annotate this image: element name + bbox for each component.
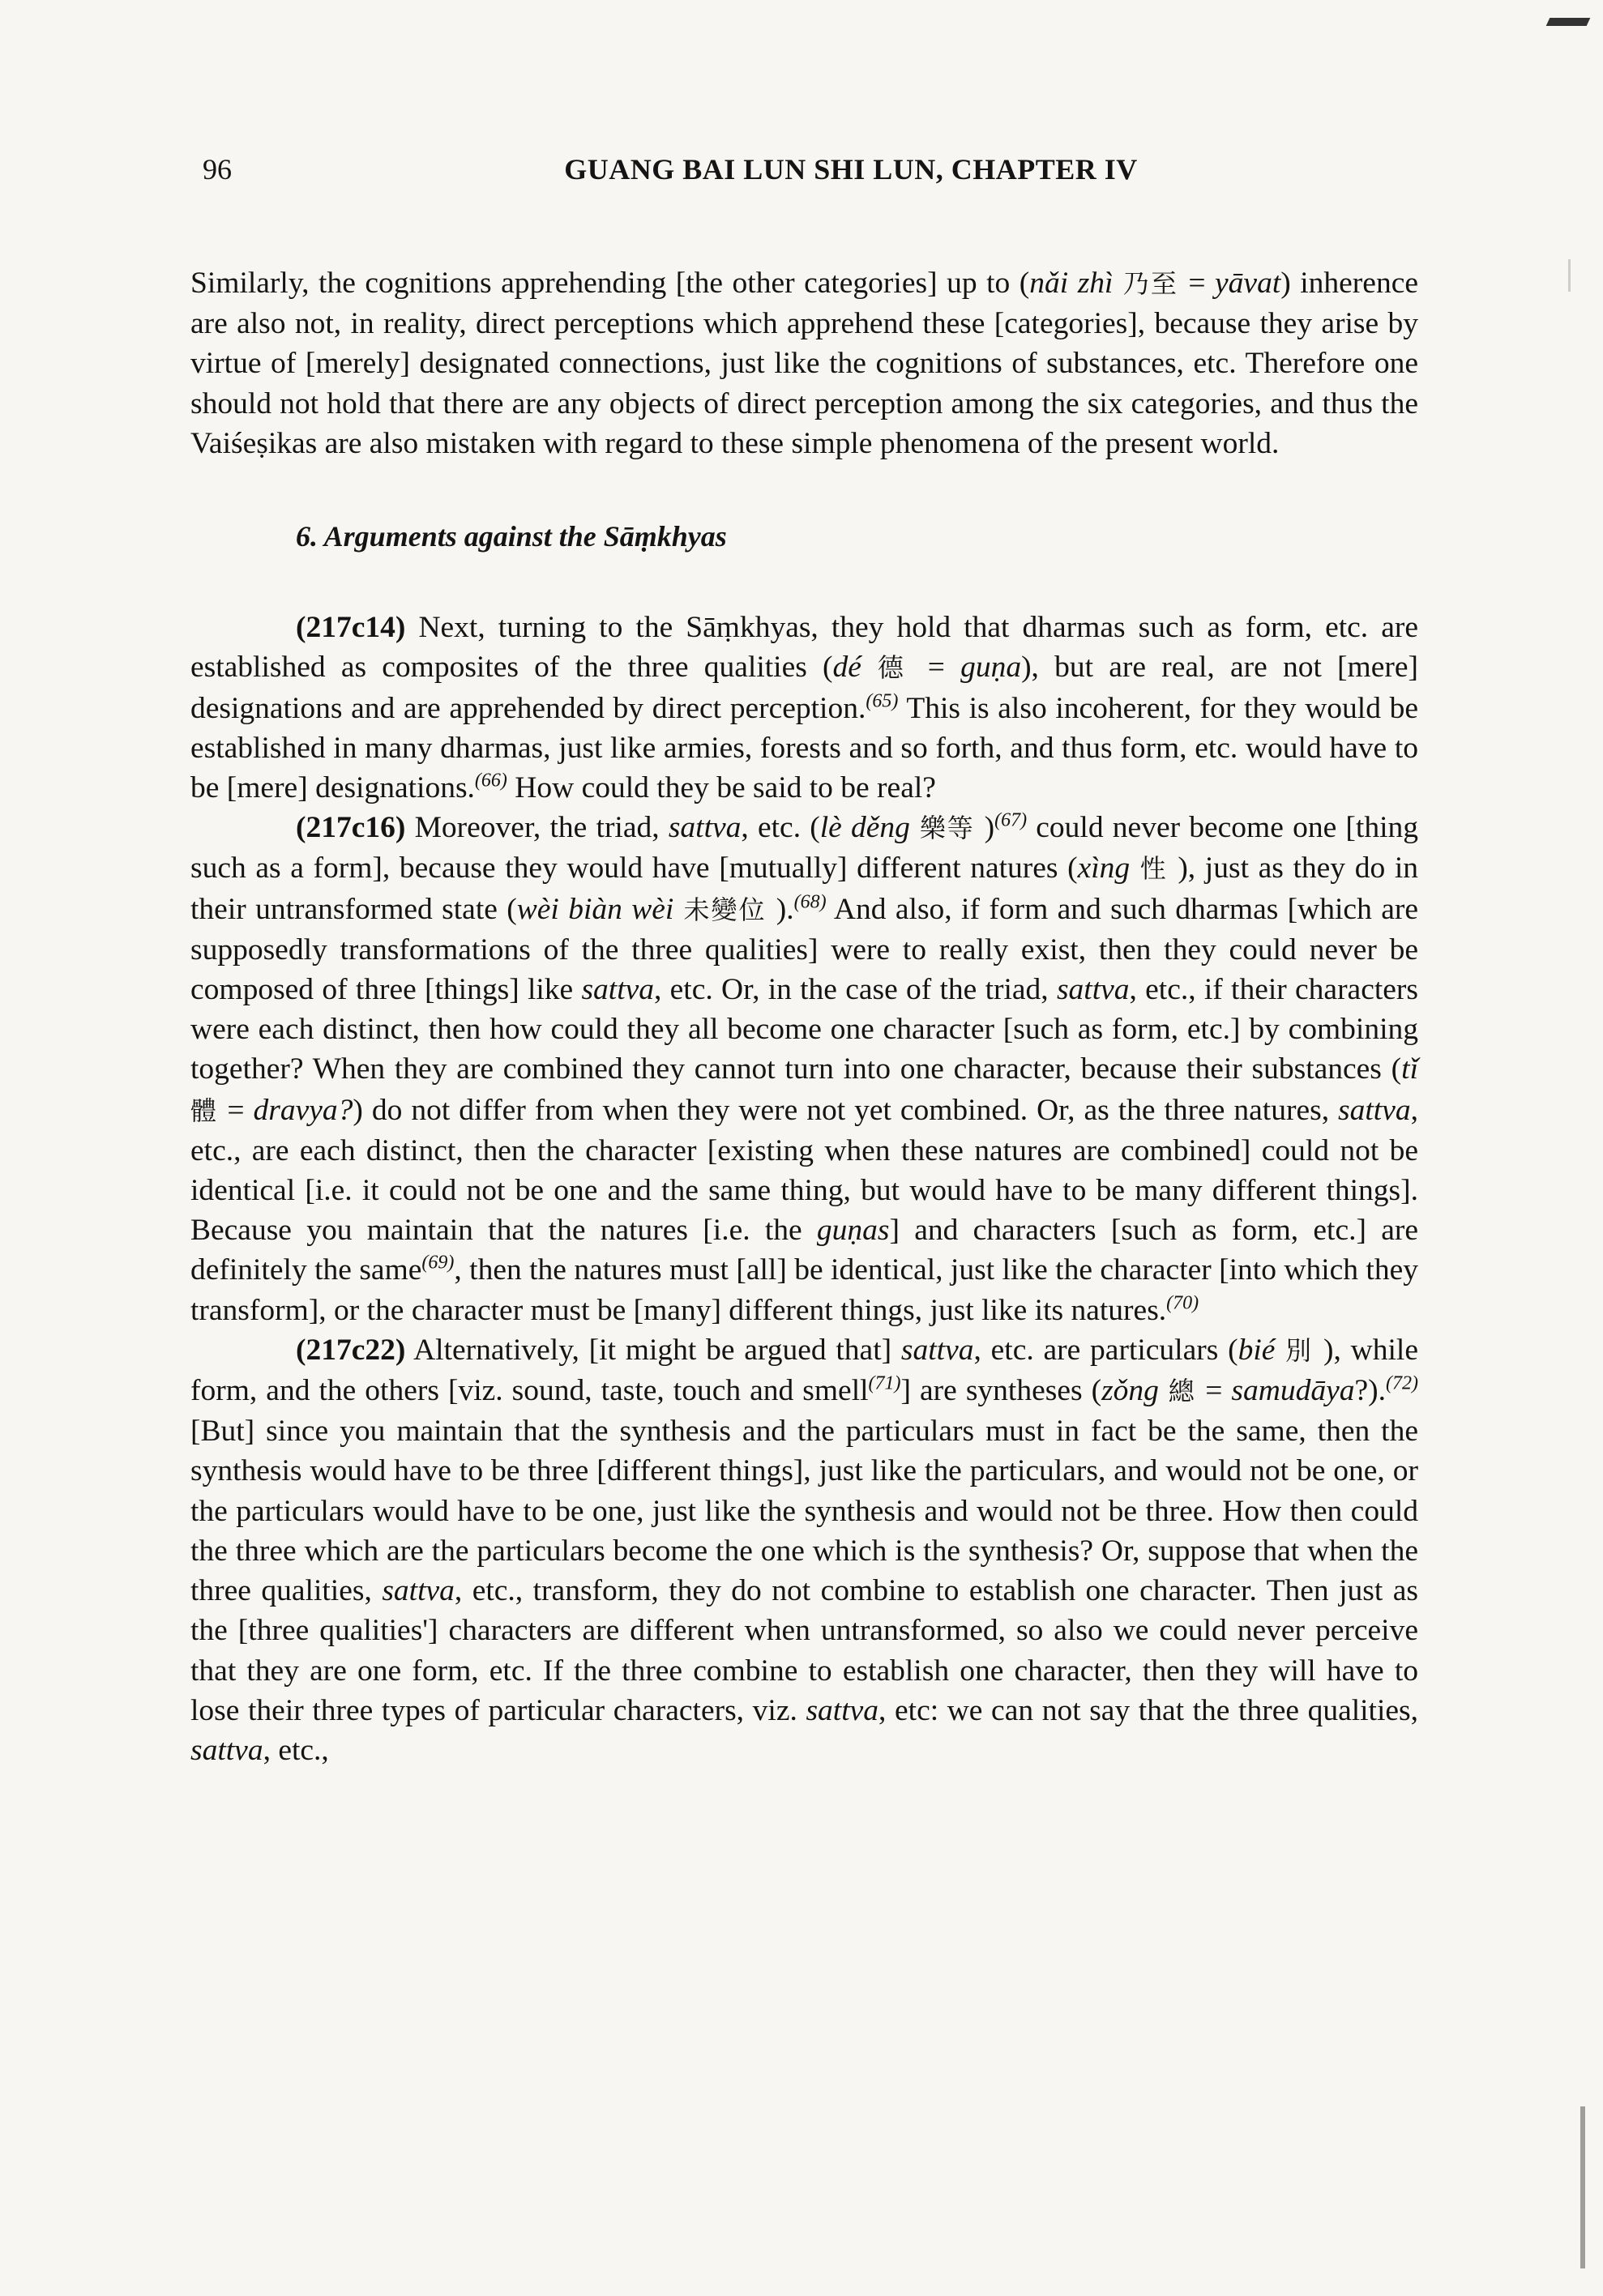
- text-run: , etc. Or, in the case of the triad,: [654, 973, 1057, 1007]
- text-run: Next, turning to the Sāṃkhyas, they hold that dharmas such as form, etc. are established as composites of the three qualities (: [190, 611, 1418, 685]
- text-run: could never become one [thing such as a form], because they would have [mutually] different natures (: [190, 811, 1418, 886]
- text-run: ), but are real, are not [mere] designations and are apprehended by direct perception.: [190, 651, 1418, 725]
- text-run: dravya?: [253, 1093, 353, 1127]
- text-run: nǎi zhì: [1029, 267, 1114, 300]
- footnote-ref: (69): [421, 1252, 455, 1274]
- text-run: , then the natures must [all] be identical, just like the character [into which they transform], or the character must be [many] different things, just like its natures.: [190, 1253, 1418, 1327]
- text-run: 總: [1158, 1376, 1206, 1407]
- paragraph-2: [190, 608, 1418, 808]
- text-run: sattva: [806, 1693, 879, 1727]
- text-run: ), while form, and the others [viz. sound, taste, touch and smell: [190, 1333, 1418, 1408]
- text-run: bié: [1238, 1333, 1276, 1367]
- text-run: , etc: we can not say that the three qualities,: [878, 1693, 1419, 1727]
- text-run: How could they be said to be real?: [507, 771, 936, 805]
- scan-edge-mark: [1568, 259, 1571, 292]
- text-run: Similarly, the cognitions apprehending [the other categories] up to (: [190, 267, 1030, 300]
- text-run: 未變位: [673, 894, 776, 925]
- text-run: 體: [190, 1095, 228, 1126]
- footnote-ref: (65): [866, 690, 899, 712]
- text-run: , etc., are each distinct, then the character [existing when these natures are combined] could not be identical [i.e. it could not be one and the same thing, but would have to be many different things]. Because you maintain that the natures [i.e. the: [190, 1093, 1418, 1248]
- text-run: , etc., if their characters were each distinct, then how could they all become one character [such as form, etc.] by combining together? When they are combined they cannot turn into one character, because their substances (: [190, 973, 1418, 1086]
- running-head: GUANG BAI LUN SHI LUN, CHAPTER IV: [564, 153, 1138, 186]
- paragraph-ref: (217c16): [296, 811, 406, 845]
- text-run: 別: [1275, 1334, 1324, 1366]
- text-run: sattva: [900, 1333, 974, 1367]
- text-run: 德: [861, 652, 928, 684]
- text-run: zǒng: [1101, 1374, 1159, 1408]
- footnote-ref: (70): [1166, 1292, 1199, 1314]
- text-run: ), just as they do in their untransformed state (: [190, 851, 1418, 926]
- section-heading: 6. Arguments against the Sāṃkhyas: [296, 520, 727, 553]
- text-run: , etc. (: [741, 811, 820, 845]
- text-run: =: [1205, 1374, 1232, 1408]
- text-run: , etc.,: [263, 1733, 329, 1767]
- text-run: sattva: [581, 973, 655, 1007]
- text-run: 樂等: [909, 813, 985, 844]
- text-run: =: [227, 1093, 254, 1127]
- text-run: lè děng: [819, 811, 910, 845]
- text-run: sattva: [1056, 973, 1130, 1007]
- text-run: sattva: [1338, 1093, 1411, 1127]
- text-run: guṇas: [816, 1214, 890, 1248]
- page-header: [194, 146, 1410, 194]
- text-run: Moreover, the triad,: [405, 811, 669, 845]
- text-run: dé: [832, 651, 861, 685]
- footnote-ref: (68): [793, 891, 827, 913]
- paragraph-1: [190, 263, 1418, 463]
- text-run: =: [1188, 267, 1216, 300]
- text-run: ) inherence are also not, in reality, direct perceptions which apprehend these [categories], because they arise by virtue of [merely] designated connections, just like the cognitions of substances, etc. Therefore one should not hold that there are any objects of direct perception among the six categories, and thus the Vaiśeṣikas are also mistaken with regard to these simple phenomena of the present world.: [190, 267, 1418, 460]
- text-run: ] and characters [such as form, etc.] are definitely the same: [190, 1214, 1419, 1287]
- paragraph-ref: (217c14): [296, 611, 406, 645]
- page-number: 96: [203, 153, 232, 186]
- text-run: guṇa: [960, 651, 1022, 685]
- text-run: xìng: [1077, 851, 1131, 886]
- text-run: sattva: [668, 811, 742, 845]
- text-run: =: [927, 651, 961, 685]
- text-run: sattva: [382, 1574, 455, 1608]
- text-run: , etc. are particulars (: [973, 1333, 1238, 1367]
- text-run: 性: [1130, 853, 1178, 885]
- text-run: Alternatively, [it might be argued that]: [405, 1333, 901, 1367]
- paragraph-3: [190, 808, 1418, 1330]
- text-run: , etc., transform, they do not combine to establish one character. Then just as the [three qualities'] characters are different when untransformed, so also we could never perceive that they are one form, etc. If the three combine to establish one character, then they will have to lose their three types of particular characters, viz.: [190, 1574, 1418, 1727]
- text-run: sattva: [190, 1733, 263, 1767]
- text-run: wèi biàn wèi: [516, 892, 674, 926]
- text-run: yāvat: [1215, 267, 1281, 300]
- text-run: ?).: [1354, 1374, 1387, 1408]
- text-run: tǐ: [1401, 1052, 1418, 1086]
- text-run: ] are syntheses (: [900, 1374, 1102, 1408]
- text-run: And also, if form and such dharmas [which are supposedly transformations of the three qualities] were to really exist, then they could never be composed of three [things] like: [190, 892, 1418, 1007]
- text-run: This is also incoherent, for they would be established in many dharmas, just like armies, forests and so forth, and thus form, etc. would have to be [mere] designations.: [190, 691, 1418, 805]
- text-run: [But] since you maintain that the synthesis and the particulars must in fact be the same, then the synthesis would have to be three [different things], just like the particulars, and would not be one, or the particulars would have to be one, just like the synthesis and would not be three. How then could the three which are the particulars become the one which is the synthesis? Or, suppose that when the three qualities,: [190, 1415, 1418, 1608]
- text-run: ) do not differ from when they were not yet combined. Or, as the three natures,: [353, 1093, 1339, 1127]
- paragraph-4: [190, 1330, 1418, 1770]
- footnote-ref: (67): [994, 809, 1028, 831]
- text-run: ).: [776, 892, 794, 926]
- footnote-ref: (72): [1386, 1372, 1418, 1394]
- text-run: samudāya: [1231, 1374, 1355, 1408]
- text-run: ): [984, 811, 995, 845]
- body-text: [190, 263, 1418, 1770]
- paragraph-ref: (217c22): [296, 1333, 406, 1367]
- footnote-ref: (66): [474, 770, 507, 792]
- text-run: 乃至: [1113, 268, 1189, 299]
- footnote-ref: (71): [868, 1372, 901, 1394]
- scan-edge-shadow: [1580, 2106, 1585, 2268]
- scan-corner-mark: [1546, 18, 1591, 26]
